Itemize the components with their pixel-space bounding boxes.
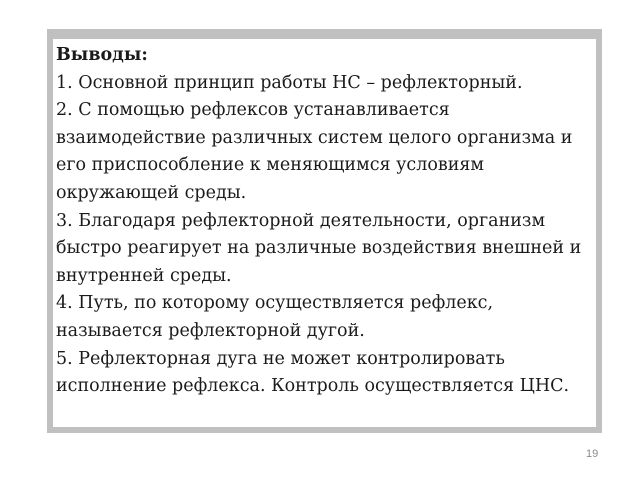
- conclusion-item-5: 5. Рефлекторная дуга не может контролировать исполнение рефлекса. Контроль осуществляется ЦНС.: [56, 348, 570, 397]
- slide-text: [56, 42, 596, 401]
- conclusion-item-4: 4. Путь, по которому осуществляется рефлекс, называется рефлекторной дугой.: [56, 293, 494, 341]
- page-number: 19: [586, 448, 599, 460]
- conclusion-item-1: 1. Основной принцип работы НС – рефлекторный.: [56, 72, 523, 93]
- slide-heading: Выводы:: [56, 45, 148, 65]
- conclusion-item-2: 2. С помощью рефлексов устанавливается взаимодействие различных систем целого организма и его приспособление к меняющимся условиям окружающей среды.: [56, 100, 573, 203]
- conclusion-item-3: 3. Благодаря рефлекторной деятельности, организм быстро реагирует на различные воздействия внешней и внутренней среды.: [56, 210, 582, 286]
